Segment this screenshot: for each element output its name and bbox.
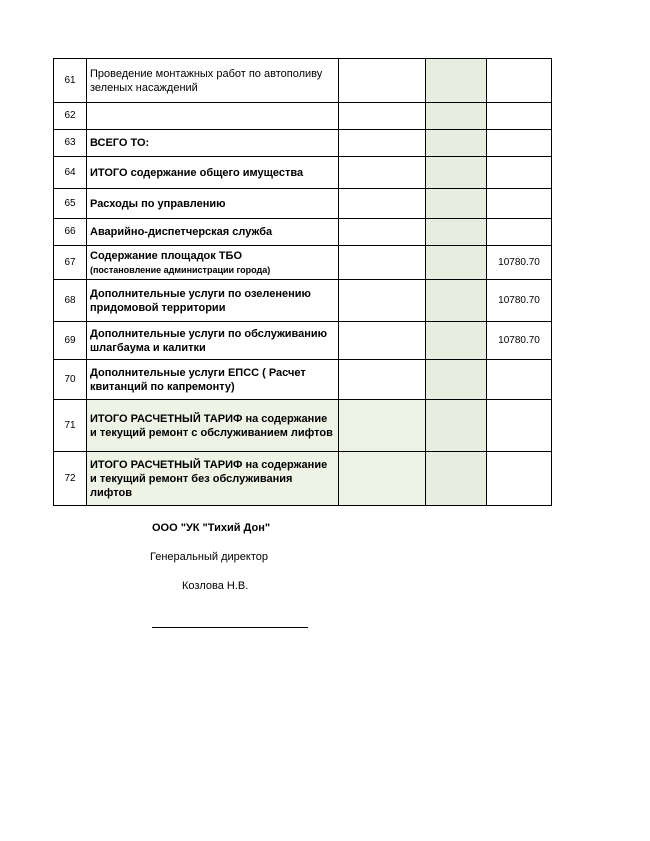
table-row [54,360,552,400]
row-value [487,400,552,452]
row-value: 10780.70 [487,280,552,322]
row-description-main: Содержание площадок ТБО [90,249,243,262]
row-description [87,103,339,130]
table-row [54,400,552,452]
row-cell-3 [339,59,426,103]
row-description: Расходы по управлению [87,189,339,219]
row-number: 61 [54,59,87,103]
row-value: 10780.70 [487,246,552,280]
row-description: ИТОГО РАСЧЕТНЫЙ ТАРИФ на содержание и текущий ремонт без обслуживания лифтов [87,452,339,506]
row-number: 70 [54,360,87,400]
row-cell-4 [426,360,487,400]
row-cell-4 [426,246,487,280]
row-description: Дополнительные услуги по озеленению придомовой территории [87,280,339,322]
row-cell-4 [426,322,487,360]
table-row [54,59,552,103]
row-cell-3 [339,400,426,452]
signatory-position: Генеральный директор [150,551,268,563]
table-row [54,103,552,130]
row-number: 71 [54,400,87,452]
table-row [54,452,552,506]
row-description: ИТОГО содержание общего имущества [87,157,339,189]
row-value [487,189,552,219]
row-cell-4 [426,157,487,189]
row-number: 72 [54,452,87,506]
table-row [54,280,552,322]
row-cell-4 [426,103,487,130]
row-description: ВСЕГО ТО: [87,130,339,157]
table-row [54,130,552,157]
row-cell-3 [339,130,426,157]
row-cell-4 [426,130,487,157]
row-cell-3 [339,103,426,130]
row-value [487,130,552,157]
row-value: 10780.70 [487,322,552,360]
signature-line [152,627,308,628]
row-number: 66 [54,219,87,246]
row-cell-4 [426,219,487,246]
row-number: 67 [54,246,87,280]
row-description: Дополнительные услуги ЕПСС ( Расчет квитанций по капремонту) [87,360,339,400]
row-value [487,103,552,130]
row-value [487,59,552,103]
row-cell-4 [426,452,487,506]
row-value [487,360,552,400]
row-number: 68 [54,280,87,322]
table-row [54,189,552,219]
row-cell-4 [426,59,487,103]
row-description: Аварийно-диспетчерская служба [87,219,339,246]
signatory-name: Козлова Н.В. [182,580,249,592]
row-cell-4 [426,189,487,219]
row-cell-3 [339,360,426,400]
row-cell-4 [426,400,487,452]
row-value [487,157,552,189]
row-cell-3 [339,189,426,219]
row-description: Дополнительные услуги по обслуживанию шлагбаума и калитки [87,322,339,360]
tariff-table [53,58,552,506]
row-cell-3 [339,246,426,280]
row-cell-3 [339,322,426,360]
table-row [54,157,552,189]
company-name: ООО "УК "Тихий Дон" [152,522,271,534]
table-row [54,219,552,246]
table-row [54,322,552,360]
row-cell-3 [339,280,426,322]
row-description-note: (постановление администрации города) [90,264,271,275]
table-row [54,246,552,280]
row-number: 62 [54,103,87,130]
row-number: 69 [54,322,87,360]
row-description: ИТОГО РАСЧЕТНЫЙ ТАРИФ на содержание и текущий ремонт с обслуживанием лифтов [87,400,339,452]
row-description: Проведение монтажных работ по автополиву зеленых насаждений [87,59,339,103]
row-value [487,219,552,246]
row-description [87,246,339,280]
row-value [487,452,552,506]
row-number: 65 [54,189,87,219]
row-number: 64 [54,157,87,189]
row-cell-3 [339,219,426,246]
row-cell-3 [339,157,426,189]
row-cell-3 [339,452,426,506]
row-number: 63 [54,130,87,157]
row-cell-4 [426,280,487,322]
